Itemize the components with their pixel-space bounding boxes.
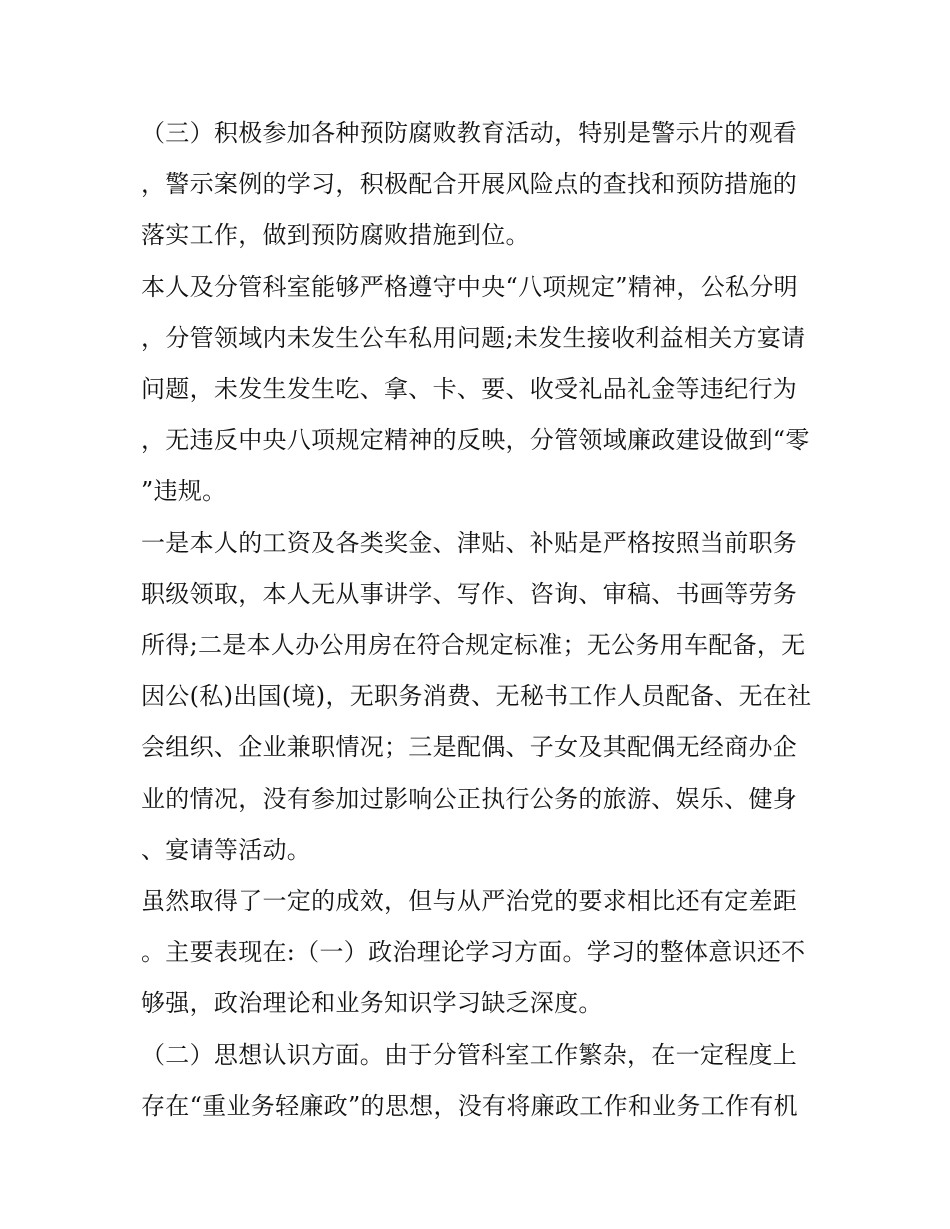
paragraph-prevention-education: （三）积极参加各种预防腐败教育活动，特别是警示片的观看，警示案例的学习，积极配合开展风险点的查找和预防措施的落实工作，做到预防腐败措施到位。 xyxy=(141,119,798,250)
paragraph-eight-rules: 本人及分管科室能够严格遵守中央“八项规定”精神，公私分明，分管领域内未发生公车私用问题;未发生接收利益相关方宴请问题，未发生发生吃、拿、卡、要、收受礼品礼金等违纪行为，无违反中央八项规定精神的反映，分管领域廉政建设做到“零”违规。 xyxy=(141,272,810,506)
paragraph-ideological-awareness: （二）思想认识方面。由于分管科室工作繁杂，在一定程度上存在“重业务轻廉政”的思想，没有将廉政工作和业务工作有机 xyxy=(141,1040,798,1120)
paragraph-shortcomings: 虽然取得了一定的成效，但与从严治党的要求相比还有定差距。主要表现在:（一）政治理论学习方面。学习的整体意识还不够强，政治理论和业务知识学习缺乏深度。 xyxy=(141,887,806,1018)
document-body xyxy=(141,108,813,1132)
paragraph-personal-compliance: 一是本人的工资及各类奖金、津贴、补贴是严格按照当前职务职级领取，本人无从事讲学、写作、咨询、审稿、书画等劳务所得;二是本人办公用房在符合规定标准；无公务用车配备，无因公(私)出国(境)，无职务消费、无秘书工作人员配备、无在社会组织、企业兼职情况；三是配偶、子女及其配偶无经商办企业的情况，没有参加过影响公正执行公务的旅游、娱乐、健身、宴请等活动。 xyxy=(141,528,812,864)
